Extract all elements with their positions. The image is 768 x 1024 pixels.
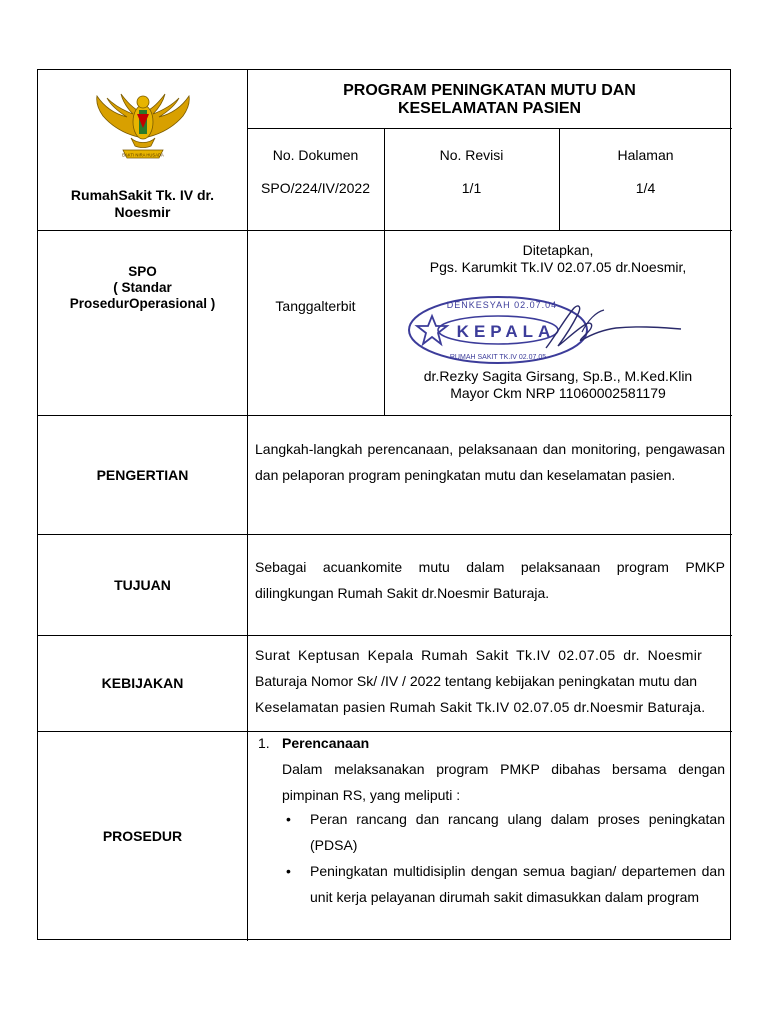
list-item (282, 806, 725, 858)
hospital-name (38, 187, 247, 221)
hospital-name-line1: RumahSakit Tk. IV dr. (70, 187, 215, 203)
pengertian-label: PENGERTIAN (96, 466, 189, 483)
prosedur-label: PROSEDUR (102, 828, 183, 844)
stamp-bottom-text: RUMAH SAKIT TK.IV 02.07.05 (449, 354, 547, 361)
prosedur-item-title: Perencanaan (282, 735, 370, 751)
column-divider (247, 70, 248, 941)
spo-document-table (37, 69, 731, 940)
no-dokumen-label: No. Dokumen (272, 147, 359, 163)
kebijakan-line2: Baturaja Nomor Sk/ /IV / 2022 tentang kebijakan peningkatan mutu dan (255, 673, 698, 689)
no-revisi-value: 1/1 (461, 180, 482, 196)
prosedur-item-number: 1. (258, 735, 270, 751)
bullet-text: Peran rancang dan rancang ulang dalam proses peningkatan (PDSA) (310, 811, 725, 853)
signer-rank: Mayor Ckm NRP 11060002581179 (450, 385, 666, 401)
hospital-name-line2: Noesmir (114, 204, 171, 220)
hospital-emblem-icon (93, 84, 193, 166)
list-item (282, 858, 725, 910)
stamp-top-text: DENKESYAH 02.07.04 (446, 300, 558, 310)
header-logo-cell (38, 70, 247, 230)
prosedur-bullet-list (282, 806, 725, 910)
no-dokumen-value: SPO/224/IV/2022 (261, 180, 370, 196)
signature-stroke (546, 306, 681, 348)
row-divider (247, 128, 732, 129)
kebijakan-line1: Surat Keptusan Kepala Rumah Sakit Tk.IV 02.07.05 dr. Noesmir (255, 647, 703, 663)
approval-cell (384, 230, 732, 415)
signer-name: dr.Rezky Sagita Girsang, Sp.B., M.Ked.Klin (423, 368, 693, 384)
jabatan-text: Pgs. Karumkit Tk.IV 02.07.05 dr.Noesmir, (429, 259, 687, 275)
kebijakan-line3: Keselamatan pasien Rumah Sakit Tk.IV 02.07.05 dr.Noesmir Baturaja. (255, 699, 706, 715)
halaman-label: Halaman (617, 147, 674, 163)
tanggal-terbit-label: Tanggalterbit (275, 298, 356, 314)
ditetapkan-text: Ditetapkan, (522, 242, 594, 258)
bullet-text: Peningkatan multidisiplin dengan semua bagian/ departemen dan unit kerja pelayanan dirumah sakit dimasukkan dalam program (310, 863, 725, 905)
kebijakan-text (255, 642, 725, 720)
document-title-line1: PROGRAM PENINGKATAN MUTU DAN (343, 82, 636, 99)
no-revisi-label: No. Revisi (439, 147, 504, 163)
tujuan-label: TUJUAN (114, 576, 171, 593)
document-title (247, 70, 732, 128)
spo-label-line2: ( Standar (113, 280, 172, 295)
bullet-glyph: • (286, 811, 291, 827)
prosedur-intro: Dalam melaksanakan program PMKP dibahas bersama dengan pimpinan RS, yang meliputi : (282, 761, 725, 803)
spo-label-line1: SPO (128, 264, 157, 279)
official-stamp-icon (406, 290, 696, 370)
halaman-value: 1/4 (635, 180, 656, 196)
stamp-center-text: KEPALA (456, 322, 556, 341)
logo-motto: BAKTI NIRA HUSADA (122, 152, 164, 158)
spo-label (38, 264, 247, 312)
kebijakan-label: KEBIJAKAN (101, 675, 184, 691)
spo-label-line3: ProsedurOperasional ) (69, 296, 216, 311)
pengertian-text: Langkah-langkah perencanaan, pelaksanaan dan monitoring, pengawasan dan pelaporan program peningkatan mutu dan keselamatan pasien. (255, 441, 725, 483)
document-title-line2: KESELAMATAN PASIEN (397, 100, 582, 117)
tujuan-text: Sebagai acuankomite mutu dalam pelaksanaan program PMKP dilingkungan Rumah Sakit dr.Noesmir Baturaja. (255, 559, 725, 601)
bullet-glyph: • (286, 863, 291, 879)
